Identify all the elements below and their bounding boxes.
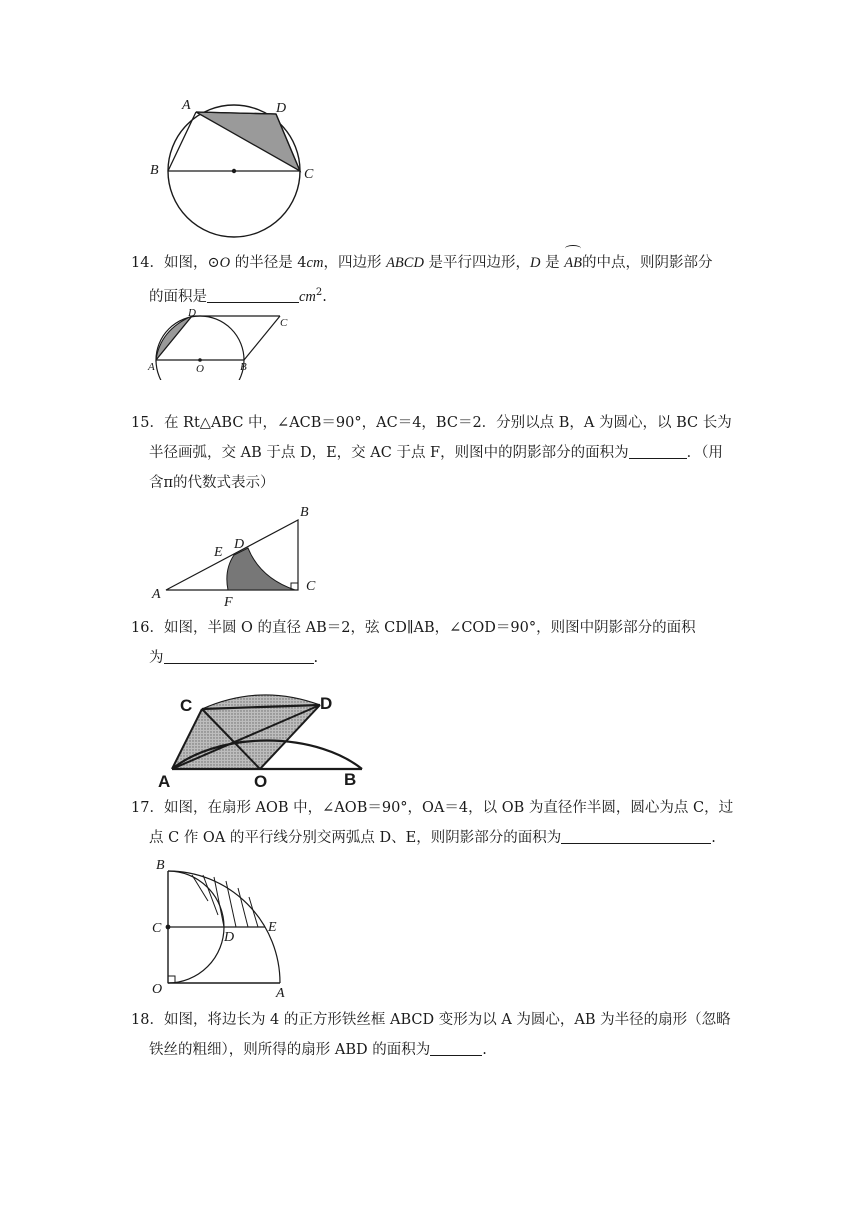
- question-number: 15．: [131, 415, 164, 431]
- q14-text-1: 如图，: [163, 255, 208, 271]
- answer-blank: [164, 649, 314, 664]
- label-A: A: [276, 986, 285, 1000]
- circle-symbol: ⊙: [207, 255, 220, 271]
- q17-line-2-end: .: [711, 830, 716, 846]
- question-number: 17．: [131, 800, 164, 816]
- q15-line-2-end: ．（用: [686, 445, 723, 461]
- label-F: F: [224, 595, 233, 610]
- q14-end: .: [322, 288, 327, 305]
- question-15: [131, 408, 731, 498]
- question-14: [131, 248, 731, 312]
- q16-line-2: 为: [149, 650, 164, 666]
- label-B: B: [240, 361, 247, 373]
- label-B: B: [300, 505, 309, 520]
- label-C: C: [280, 317, 288, 329]
- label-C: C: [304, 167, 314, 182]
- label-B: B: [150, 163, 159, 178]
- q16-line-2-end: .: [313, 650, 319, 666]
- label-B: B: [344, 770, 357, 788]
- q17-line-2: 点 C 作 OA 的平行线分别交两弧点 D、E，则阴影部分的面积为: [149, 830, 562, 846]
- question-18: [131, 1005, 731, 1065]
- q18-line-2: 铁丝的粗细），则所得的扇形 ABD 的面积为: [149, 1042, 431, 1058]
- question-16: [131, 613, 731, 673]
- q18-line-1: 如图，将边长为 4 的正方形铁丝框 ABCD 变形为以 A 为圆心，AB 为半径的扇形（忽略: [163, 1012, 731, 1028]
- q14-text-4: 是平行四边形，: [423, 255, 531, 271]
- answer-blank: [207, 288, 299, 303]
- label-E: E: [268, 920, 277, 935]
- q14-text-3: ，四边形: [323, 255, 387, 271]
- q15-line-3: 含π的代数式表示）: [149, 475, 275, 491]
- q17-line-1: 如图，在扇形 AOB 中，∠AOB＝90°，OA＝4，以 OB 为直径作半圆，圆心为点 C，过: [163, 800, 734, 816]
- q14-var-d: D: [530, 255, 541, 271]
- answer-blank: [430, 1041, 482, 1056]
- q14-var-o: O: [219, 255, 231, 271]
- label-C: C: [152, 921, 162, 936]
- q15-line-2: 半径画弧，交 AB 于点 D，E，交 AC 于点 F，则图中的阴影部分的面积为: [149, 445, 629, 461]
- label-A: A: [148, 361, 155, 373]
- q14-unit-cm: cm: [306, 255, 324, 271]
- answer-blank: [561, 829, 711, 844]
- label-D: D: [276, 101, 287, 116]
- q14-var-abcd: ABCD: [386, 255, 424, 271]
- q16-line-1: 如图，半圆 O 的直径 AB＝2，弦 CD∥AB，∠COD＝90°，则图中阴影部分的面积: [163, 620, 696, 636]
- figure-15: [148, 500, 328, 610]
- label-D: D: [188, 308, 196, 319]
- label-B: B: [156, 858, 165, 873]
- label-C: C: [306, 579, 316, 594]
- label-D: D: [320, 694, 333, 713]
- label-D: D: [224, 930, 235, 945]
- figure-16: [150, 683, 370, 788]
- q14-text-2: 的半径是 4: [230, 255, 307, 271]
- q15-line-1: 在 Rt△ABC 中，∠ACB＝90°，AC＝4，BC＝2．分别以点 B，A 为圆心，以 BC 长为: [163, 415, 732, 431]
- question-number: 16．: [131, 620, 164, 636]
- question-number: 14．: [131, 255, 164, 271]
- q18-line-2-end: .: [482, 1042, 487, 1058]
- label-E: E: [214, 545, 223, 560]
- arc-ab: AB: [564, 248, 582, 278]
- label-A: A: [152, 587, 161, 602]
- figure-13: [140, 95, 330, 245]
- label-O: O: [254, 772, 268, 788]
- q14-text-5: 是: [540, 255, 565, 271]
- question-17: [131, 793, 734, 853]
- label-C: C: [180, 696, 193, 715]
- label-O: O: [196, 363, 204, 375]
- figure-17: [148, 855, 298, 1000]
- q14-text-6: 的中点，则阴影部分: [581, 255, 713, 271]
- q14-text-7: 的面积是: [149, 288, 207, 305]
- q14-sup: 2: [315, 287, 323, 298]
- answer-blank: [629, 444, 687, 459]
- label-A: A: [158, 772, 171, 788]
- figure-14: [140, 308, 300, 380]
- q14-unit: cm: [299, 288, 316, 305]
- question-number: 18．: [131, 1012, 164, 1028]
- label-D: D: [234, 537, 245, 552]
- label-O: O: [152, 982, 163, 997]
- label-A: A: [182, 98, 191, 113]
